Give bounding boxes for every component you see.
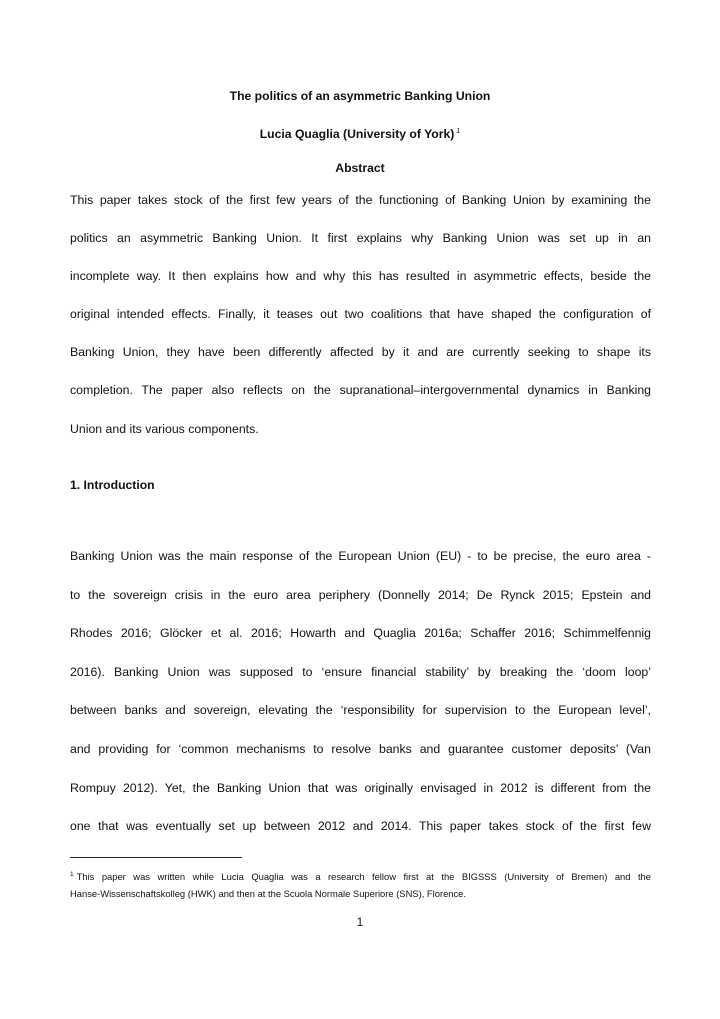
abstract-line: incomplete way. It then explains how and why this has resulted in asymmetric effects, beside the: [70, 269, 651, 284]
page-number: 1: [356, 917, 364, 929]
paper-title: The politics of an asymmetric Banking Union: [229, 89, 491, 103]
abstract-line: Banking Union, they have been differently affected by it and are currently seeking to shape its: [70, 345, 651, 360]
abstract-line: politics an asymmetric Banking Union. It first explains why Banking Union was set up in an: [70, 231, 651, 246]
footnote-line: Hanse-Wissenschaftskolleg (HWK) and then at the Scuola Normale Superiore (SNS), Florence.: [70, 888, 466, 900]
abstract-paragraph: [70, 192, 651, 459]
abstract-heading: Abstract: [335, 161, 385, 175]
footnote: [70, 866, 651, 902]
author-name: Lucia Quaglia (University of York): [259, 127, 455, 142]
footnote-mark: 1: [70, 871, 74, 878]
author-line: [0, 124, 720, 142]
intro-line: and providing for ‘common mechanisms to resolve banks and guarantee customer deposits’ (Van: [70, 741, 651, 756]
author-footnote-mark: 1: [456, 128, 461, 135]
intro-line: to the sovereign crisis in the euro area periphery (Donnelly 2014; De Rynck 2015; Epstein and: [70, 587, 651, 602]
introduction-paragraph: [70, 548, 651, 857]
intro-line: Rompuy 2012). Yet, the Banking Union that was originally envisaged in 2012 is different from the: [70, 780, 651, 795]
section-heading-introduction: 1. Introduction: [70, 478, 155, 492]
abstract-line: Union and its various components.: [70, 421, 259, 436]
footnote-divider: [70, 857, 242, 858]
footnote-text-1: This paper was written while Lucia Quaglia was a research fellow first at the BIGSSS (University of Bremen) and the: [76, 871, 651, 883]
intro-line: 2016). Banking Union was supposed to ‘ensure financial stability’ by breaking the ‘doom loop’: [70, 664, 651, 679]
abstract-line: This paper takes stock of the first few years of the functioning of Banking Union by examining the: [70, 193, 651, 207]
abstract-line: completion. The paper also reflects on the supranational–intergovernmental dynamics in Banking: [70, 383, 651, 398]
intro-line: Rhodes 2016; Glöcker et al. 2016; Howarth and Quaglia 2016a; Schaffer 2016; Schimmelfennig: [70, 626, 651, 641]
intro-line: Banking Union was the main response of the European Union (EU) - to be precise, the euro area -: [70, 549, 651, 563]
footnote-line: [70, 866, 651, 885]
abstract-line: original intended effects. Finally, it teases out two coalitions that have shaped the configuration of: [70, 307, 651, 322]
intro-line: between banks and sovereign, elevating the ‘responsibility for supervision to the European level’,: [70, 703, 651, 718]
intro-line: one that was eventually set up between 2012 and 2014. This paper takes stock of the first few: [70, 819, 651, 834]
